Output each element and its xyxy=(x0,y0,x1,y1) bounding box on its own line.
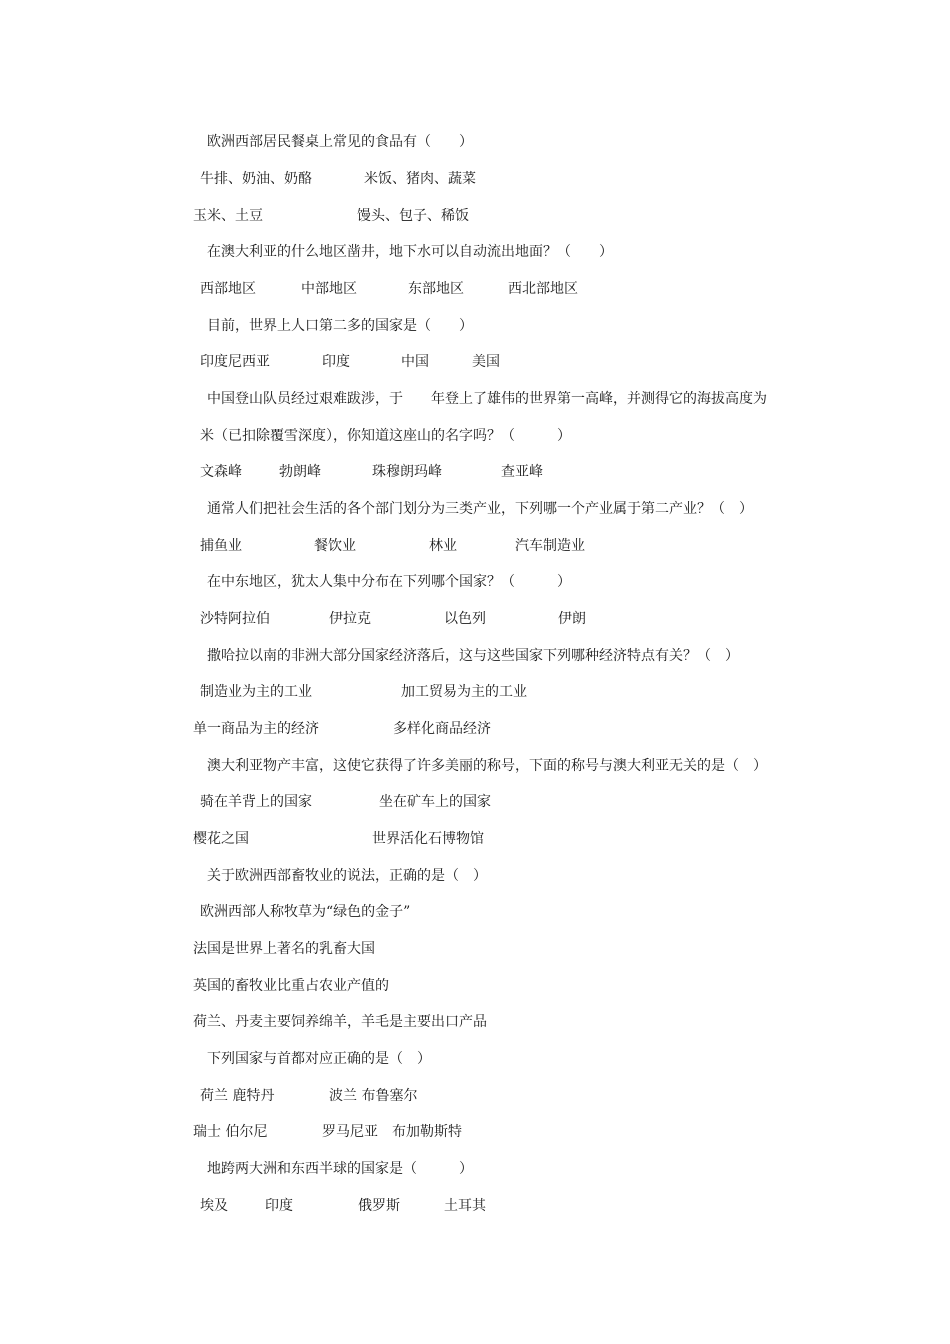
option-c: 单一商品为主的经济 xyxy=(193,721,319,737)
option-a: 荷兰 鹿特丹 xyxy=(200,1088,275,1104)
options-row xyxy=(0,1197,950,1215)
option-d: 查亚峰 xyxy=(501,464,543,480)
option-c: 俄罗斯 xyxy=(358,1198,400,1214)
document-page: 欧洲西部居民餐桌上常见的食品有（ ） 牛排、奶油、奶酪 米饭、猪肉、蔬菜 玉米、土豆 馒头、包子、稀饭 在澳大利亚的什么地区凿井，地下水可以自动流出地面？（ ） 西部地区 中部地区 东部地区 西北部地区 目前，世界上人口第二多的国家是（ ） 印度尼西亚 印度 中国 美国 中国登山队员经过艰难跋涉，于 年登上了雄伟的世界第一高峰，并测得它的海拔高度为 米（已扣除覆雪深度），你知道这座山的名字吗？（ ） 文森峰 勃朗峰 珠穆朗玛峰 查亚峰 通常人们把社会生活的各个部门划分为三类产业，下列哪一个产业属于第二产业？（ ） 捕鱼业 餐饮业 林业 汽车制造业 在中东地区，犹太人集中分布在下列哪个国家？（ ） 沙特阿拉伯 伊拉克 以色列 伊朗 撒哈拉以南的非洲大部分国家经济落后，这与这些国家下列哪种经济特点有关？（ ） 制造业为主的工业 加工贸易为主的工业 单一商品为主的经济 多样化商品经济 澳大利亚物产丰富，这使它获得了许多美丽的称号，下面的称号与澳大利亚无关的是（ ） 骑在羊背上的国家 坐在矿车上的国家 樱花之国 世界活化石博物馆 关于欧洲西部畜牧业的说法，正确的是（ ） 欧洲西部人称牧草为“绿色的金子” 法国是世界上著名的乳畜大国 英国的畜牧业比重占农业产值的 荷兰、丹麦主要饲养绵羊，羊毛是主要出口产品 下列国家与首都对应正确的是（ ） 荷兰 鹿特丹 波兰 布鲁塞尔 瑞士 伯尔尼 罗马尼亚 布加勒斯特 地跨两大洲和东西半球的国家是（ ） 埃及 印度 俄罗斯 土耳其 xyxy=(0,0,950,1344)
option-c: 玉米、土豆 xyxy=(193,208,263,224)
option-b: 印度 xyxy=(322,354,350,370)
options-row xyxy=(0,537,950,555)
option-d: 美国 xyxy=(472,354,500,370)
option-a: 埃及 xyxy=(200,1198,228,1214)
option-d: 汽车制造业 xyxy=(515,538,585,554)
options-row xyxy=(0,1123,950,1141)
option-d: 伊朗 xyxy=(558,611,586,627)
option-b: 波兰 布鲁塞尔 xyxy=(329,1088,418,1104)
options-row xyxy=(0,353,950,371)
options-row xyxy=(0,720,950,738)
option-d: 馒头、包子、稀饭 xyxy=(357,208,469,224)
option-d: 罗马尼亚 布加勒斯特 xyxy=(322,1124,462,1140)
option-b: 中部地区 xyxy=(301,281,357,297)
option-a: 制造业为主的工业 xyxy=(200,684,312,700)
options-row xyxy=(0,610,950,628)
option-a: 牛排、奶油、奶酪 xyxy=(200,171,312,187)
option-c: 东部地区 xyxy=(408,281,464,297)
option-b: 勃朗峰 xyxy=(279,464,321,480)
options-row xyxy=(0,207,950,225)
options-row xyxy=(0,830,950,848)
option-d: 世界活化石博物馆 xyxy=(372,831,484,847)
option-c: 以色列 xyxy=(444,611,486,627)
option-a: 捕鱼业 xyxy=(200,538,242,554)
option-b: 米饭、猪肉、蔬菜 xyxy=(364,171,476,187)
option-c: 珠穆朗玛峰 xyxy=(372,464,442,480)
option-d: 西北部地区 xyxy=(508,281,578,297)
option-c: 中国 xyxy=(401,354,429,370)
option-c: 林业 xyxy=(429,538,457,554)
options-row xyxy=(0,793,950,811)
option-b: 餐饮业 xyxy=(314,538,356,554)
option-a: 印度尼西亚 xyxy=(200,354,270,370)
option-a: 西部地区 xyxy=(200,281,256,297)
option-a: 骑在羊背上的国家 xyxy=(200,794,312,810)
options-row xyxy=(0,280,950,298)
option-b: 伊拉克 xyxy=(329,611,371,627)
option-c: 瑞士 伯尔尼 xyxy=(193,1124,268,1140)
options-row xyxy=(0,683,950,701)
option-b: 印度 xyxy=(265,1198,293,1214)
option-d: 多样化商品经济 xyxy=(393,721,491,737)
options-row xyxy=(0,463,950,481)
option-b: 坐在矿车上的国家 xyxy=(379,794,491,810)
options-row xyxy=(0,1087,950,1105)
option-d: 土耳其 xyxy=(444,1198,486,1214)
options-row xyxy=(0,170,950,188)
option-c: 樱花之国 xyxy=(193,831,249,847)
option-b: 加工贸易为主的工业 xyxy=(401,684,527,700)
option-a: 沙特阿拉伯 xyxy=(200,611,270,627)
option-a: 文森峰 xyxy=(200,464,242,480)
